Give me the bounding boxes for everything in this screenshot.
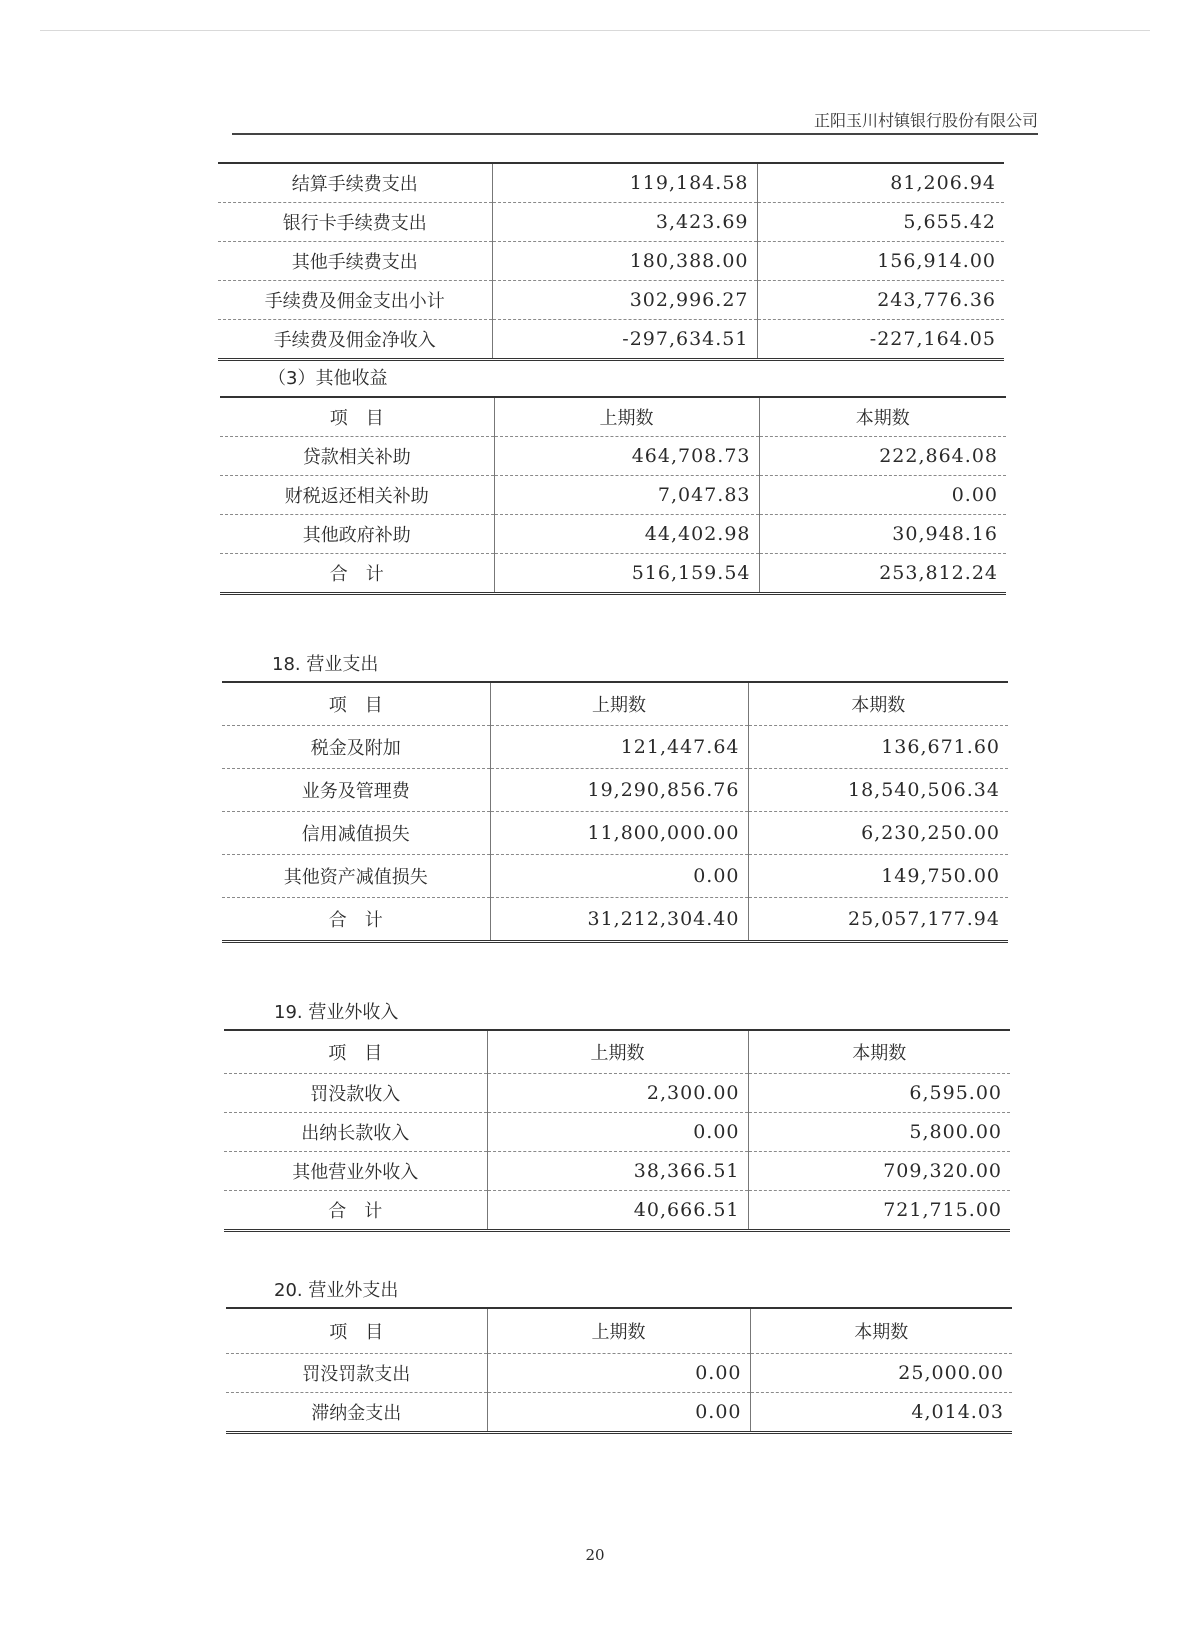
prev-value: 2,300.00 bbox=[487, 1074, 748, 1113]
other-income-table bbox=[220, 396, 1006, 595]
table-row bbox=[222, 812, 1008, 855]
header-prev: 上期数 bbox=[487, 1030, 748, 1074]
row-item: 合 计 bbox=[328, 1201, 383, 1222]
prev-value: -297,634.51 bbox=[492, 320, 757, 360]
header-item: 项 目 bbox=[222, 682, 490, 726]
table-header-row bbox=[222, 682, 1008, 726]
table-row bbox=[220, 476, 1006, 515]
prev-value: 121,447.64 bbox=[490, 726, 748, 769]
row-item: 罚没罚款支出 bbox=[226, 1354, 487, 1393]
curr-value: 18,540,506.34 bbox=[748, 769, 1008, 812]
table-row bbox=[226, 1393, 1012, 1433]
table-header-row bbox=[220, 397, 1006, 437]
row-item: 结算手续费支出 bbox=[218, 163, 492, 203]
table-row bbox=[218, 203, 1004, 242]
table-row bbox=[226, 1354, 1012, 1393]
prev-value: 40,666.51 bbox=[487, 1191, 748, 1231]
curr-value: 253,812.24 bbox=[759, 554, 1006, 594]
section-title-18: 18. 营业支出 bbox=[272, 654, 379, 675]
header-rule bbox=[232, 133, 1038, 135]
table-row bbox=[224, 1191, 1010, 1231]
fee-expense-table bbox=[218, 162, 1004, 361]
curr-value: 5,655.42 bbox=[757, 203, 1004, 242]
row-item: 贷款相关补助 bbox=[220, 437, 494, 476]
curr-value: 6,230,250.00 bbox=[748, 812, 1008, 855]
table-row bbox=[218, 242, 1004, 281]
row-item: 其他资产减值损失 bbox=[222, 855, 490, 898]
non-operating-income-table bbox=[224, 1029, 1010, 1232]
curr-value: 4,014.03 bbox=[750, 1393, 1012, 1433]
curr-value: 222,864.08 bbox=[759, 437, 1006, 476]
row-item: 手续费及佣金支出小计 bbox=[218, 281, 492, 320]
header-curr: 本期数 bbox=[748, 1030, 1010, 1074]
table-row bbox=[224, 1152, 1010, 1191]
prev-value: 0.00 bbox=[487, 1113, 748, 1152]
header-curr: 本期数 bbox=[759, 397, 1006, 437]
curr-value: 156,914.00 bbox=[757, 242, 1004, 281]
table-row bbox=[222, 898, 1008, 942]
section-title-20: 20. 营业外支出 bbox=[274, 1280, 399, 1301]
row-item: 其他营业外收入 bbox=[224, 1152, 487, 1191]
prev-value: 11,800,000.00 bbox=[490, 812, 748, 855]
row-item: 合 计 bbox=[329, 564, 384, 585]
section-title-other-income: （3）其他收益 bbox=[268, 368, 388, 389]
curr-value: 136,671.60 bbox=[748, 726, 1008, 769]
prev-value: 19,290,856.76 bbox=[490, 769, 748, 812]
header-curr: 本期数 bbox=[748, 682, 1008, 726]
table-row bbox=[218, 163, 1004, 203]
prev-value: 44,402.98 bbox=[494, 515, 759, 554]
header-prev: 上期数 bbox=[487, 1308, 750, 1354]
row-item: 税金及附加 bbox=[222, 726, 490, 769]
row-item: 银行卡手续费支出 bbox=[218, 203, 492, 242]
table-row bbox=[224, 1074, 1010, 1113]
header-prev: 上期数 bbox=[494, 397, 759, 437]
table-row bbox=[220, 515, 1006, 554]
curr-value: 243,776.36 bbox=[757, 281, 1004, 320]
table-row bbox=[222, 769, 1008, 812]
prev-value: 302,996.27 bbox=[492, 281, 757, 320]
prev-value: 0.00 bbox=[490, 855, 748, 898]
company-header: 正阳玉川村镇银行股份有限公司 bbox=[813, 111, 1038, 130]
row-item: 出纳长款收入 bbox=[224, 1113, 487, 1152]
curr-value: 30,948.16 bbox=[759, 515, 1006, 554]
table-row bbox=[218, 320, 1004, 360]
row-item: 滞纳金支出 bbox=[311, 1403, 402, 1424]
prev-value: 7,047.83 bbox=[494, 476, 759, 515]
row-item: 其他手续费支出 bbox=[218, 242, 492, 281]
table-row bbox=[222, 855, 1008, 898]
curr-value: 25,000.00 bbox=[750, 1354, 1012, 1393]
top-rule bbox=[40, 30, 1150, 31]
curr-value: 721,715.00 bbox=[748, 1191, 1010, 1231]
header-item: 项 目 bbox=[224, 1030, 487, 1074]
row-item: 业务及管理费 bbox=[222, 769, 490, 812]
table-header-row bbox=[226, 1308, 1012, 1354]
curr-value: 0.00 bbox=[759, 476, 1006, 515]
curr-value: 149,750.00 bbox=[748, 855, 1008, 898]
header-item: 项 目 bbox=[220, 397, 494, 437]
table-row bbox=[220, 554, 1006, 594]
page-number: 20 bbox=[585, 1546, 605, 1564]
curr-value: 5,800.00 bbox=[748, 1113, 1010, 1152]
prev-value: 180,388.00 bbox=[492, 242, 757, 281]
prev-value: 464,708.73 bbox=[494, 437, 759, 476]
table-row bbox=[218, 281, 1004, 320]
table-header-row bbox=[224, 1030, 1010, 1074]
header-prev: 上期数 bbox=[490, 682, 748, 726]
prev-value: 0.00 bbox=[487, 1393, 750, 1433]
curr-value: 709,320.00 bbox=[748, 1152, 1010, 1191]
table-row bbox=[222, 726, 1008, 769]
section-title-19: 19. 营业外收入 bbox=[274, 1002, 399, 1023]
curr-value: 6,595.00 bbox=[748, 1074, 1010, 1113]
operating-expense-table bbox=[222, 681, 1008, 943]
prev-value: 119,184.58 bbox=[492, 163, 757, 203]
prev-value: 3,423.69 bbox=[492, 203, 757, 242]
non-operating-expense-table bbox=[226, 1307, 1012, 1434]
header-item: 项 目 bbox=[226, 1308, 487, 1354]
curr-value: 81,206.94 bbox=[757, 163, 1004, 203]
table-row bbox=[220, 437, 1006, 476]
prev-value: 516,159.54 bbox=[494, 554, 759, 594]
row-item: 手续费及佣金净收入 bbox=[273, 330, 436, 351]
row-item: 信用减值损失 bbox=[222, 812, 490, 855]
row-item: 罚没款收入 bbox=[224, 1074, 487, 1113]
prev-value: 38,366.51 bbox=[487, 1152, 748, 1191]
curr-value: -227,164.05 bbox=[757, 320, 1004, 360]
row-item: 合 计 bbox=[328, 910, 383, 931]
table-row bbox=[224, 1113, 1010, 1152]
prev-value: 0.00 bbox=[487, 1354, 750, 1393]
row-item: 其他政府补助 bbox=[220, 515, 494, 554]
header-curr: 本期数 bbox=[750, 1308, 1012, 1354]
curr-value: 25,057,177.94 bbox=[748, 898, 1008, 942]
prev-value: 31,212,304.40 bbox=[490, 898, 748, 942]
row-item: 财税返还相关补助 bbox=[220, 476, 494, 515]
